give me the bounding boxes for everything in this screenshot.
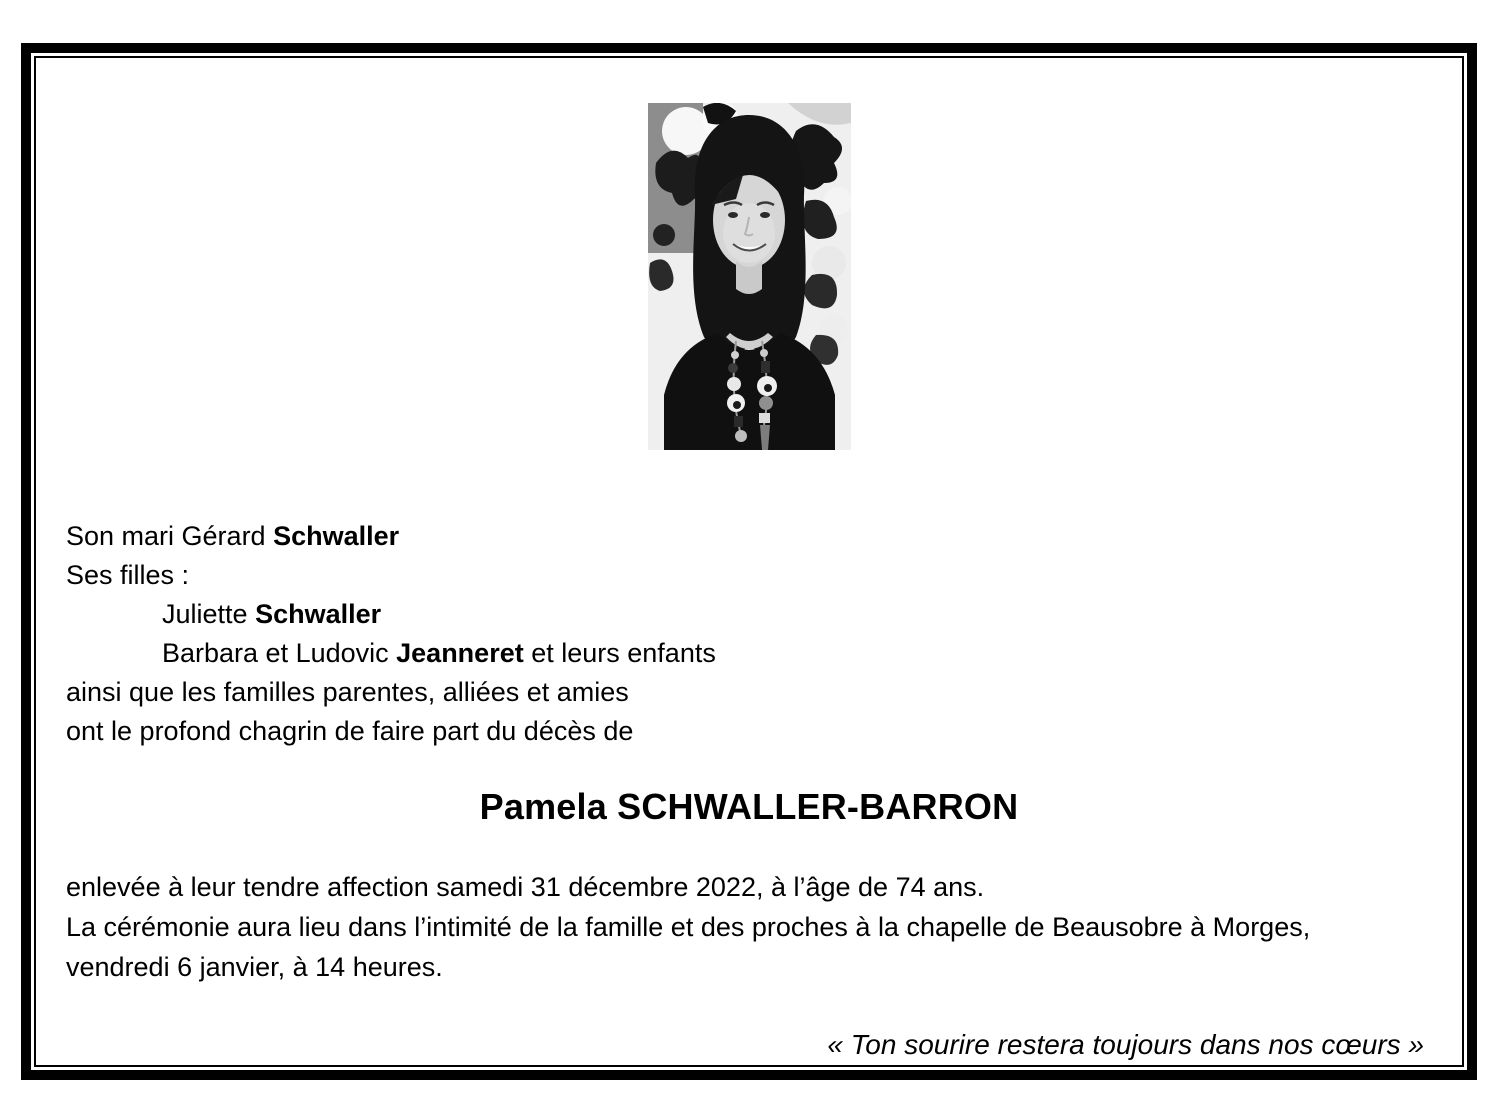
family-line <box>66 517 1432 556</box>
text-segment: ont le profond chagrin de faire part du décès de <box>66 716 634 746</box>
deceased-name: Pamela SCHWALLER-BARRON <box>479 786 1019 827</box>
family-line <box>66 673 1432 712</box>
text-segment: Ses filles : <box>66 560 190 590</box>
ceremony-line: vendredi 6 janvier, à 14 heures. <box>66 952 443 982</box>
ceremony-details-block <box>66 867 1432 987</box>
surname-bold: Schwaller <box>273 521 400 551</box>
family-announcement-block <box>66 517 1432 751</box>
ceremony-line: enlevée à leur tendre affection samedi 31 décembre 2022, à l’âge de 74 ans. <box>66 872 985 902</box>
text-segment: Barbara et Ludovic <box>162 638 397 668</box>
portrait-photo-container <box>66 103 1432 450</box>
family-line <box>66 556 1432 595</box>
memorial-quote: « Ton sourire restera toujours dans nos cœurs » <box>827 1029 1424 1060</box>
surname-bold: Schwaller <box>255 599 382 629</box>
family-line <box>66 634 1432 673</box>
surname-bold: Jeanneret <box>396 638 524 668</box>
text-segment: et leurs enfants <box>523 638 716 668</box>
inner-frame-border <box>34 56 1464 1067</box>
portrait-photo <box>648 103 851 450</box>
text-segment: ainsi que les familles parentes, alliées et amies <box>66 677 629 707</box>
obituary-content <box>36 58 1462 1065</box>
ceremony-line: La cérémonie aura lieu dans l’intimité de la famille et des proches à la chapelle de Beausobre à Morges, <box>66 912 1311 942</box>
text-segment: Son mari Gérard <box>66 521 274 551</box>
family-line <box>66 595 1432 634</box>
text-segment: Juliette <box>162 599 256 629</box>
decorative-double-frame <box>21 43 1477 1080</box>
family-line <box>66 712 1432 751</box>
